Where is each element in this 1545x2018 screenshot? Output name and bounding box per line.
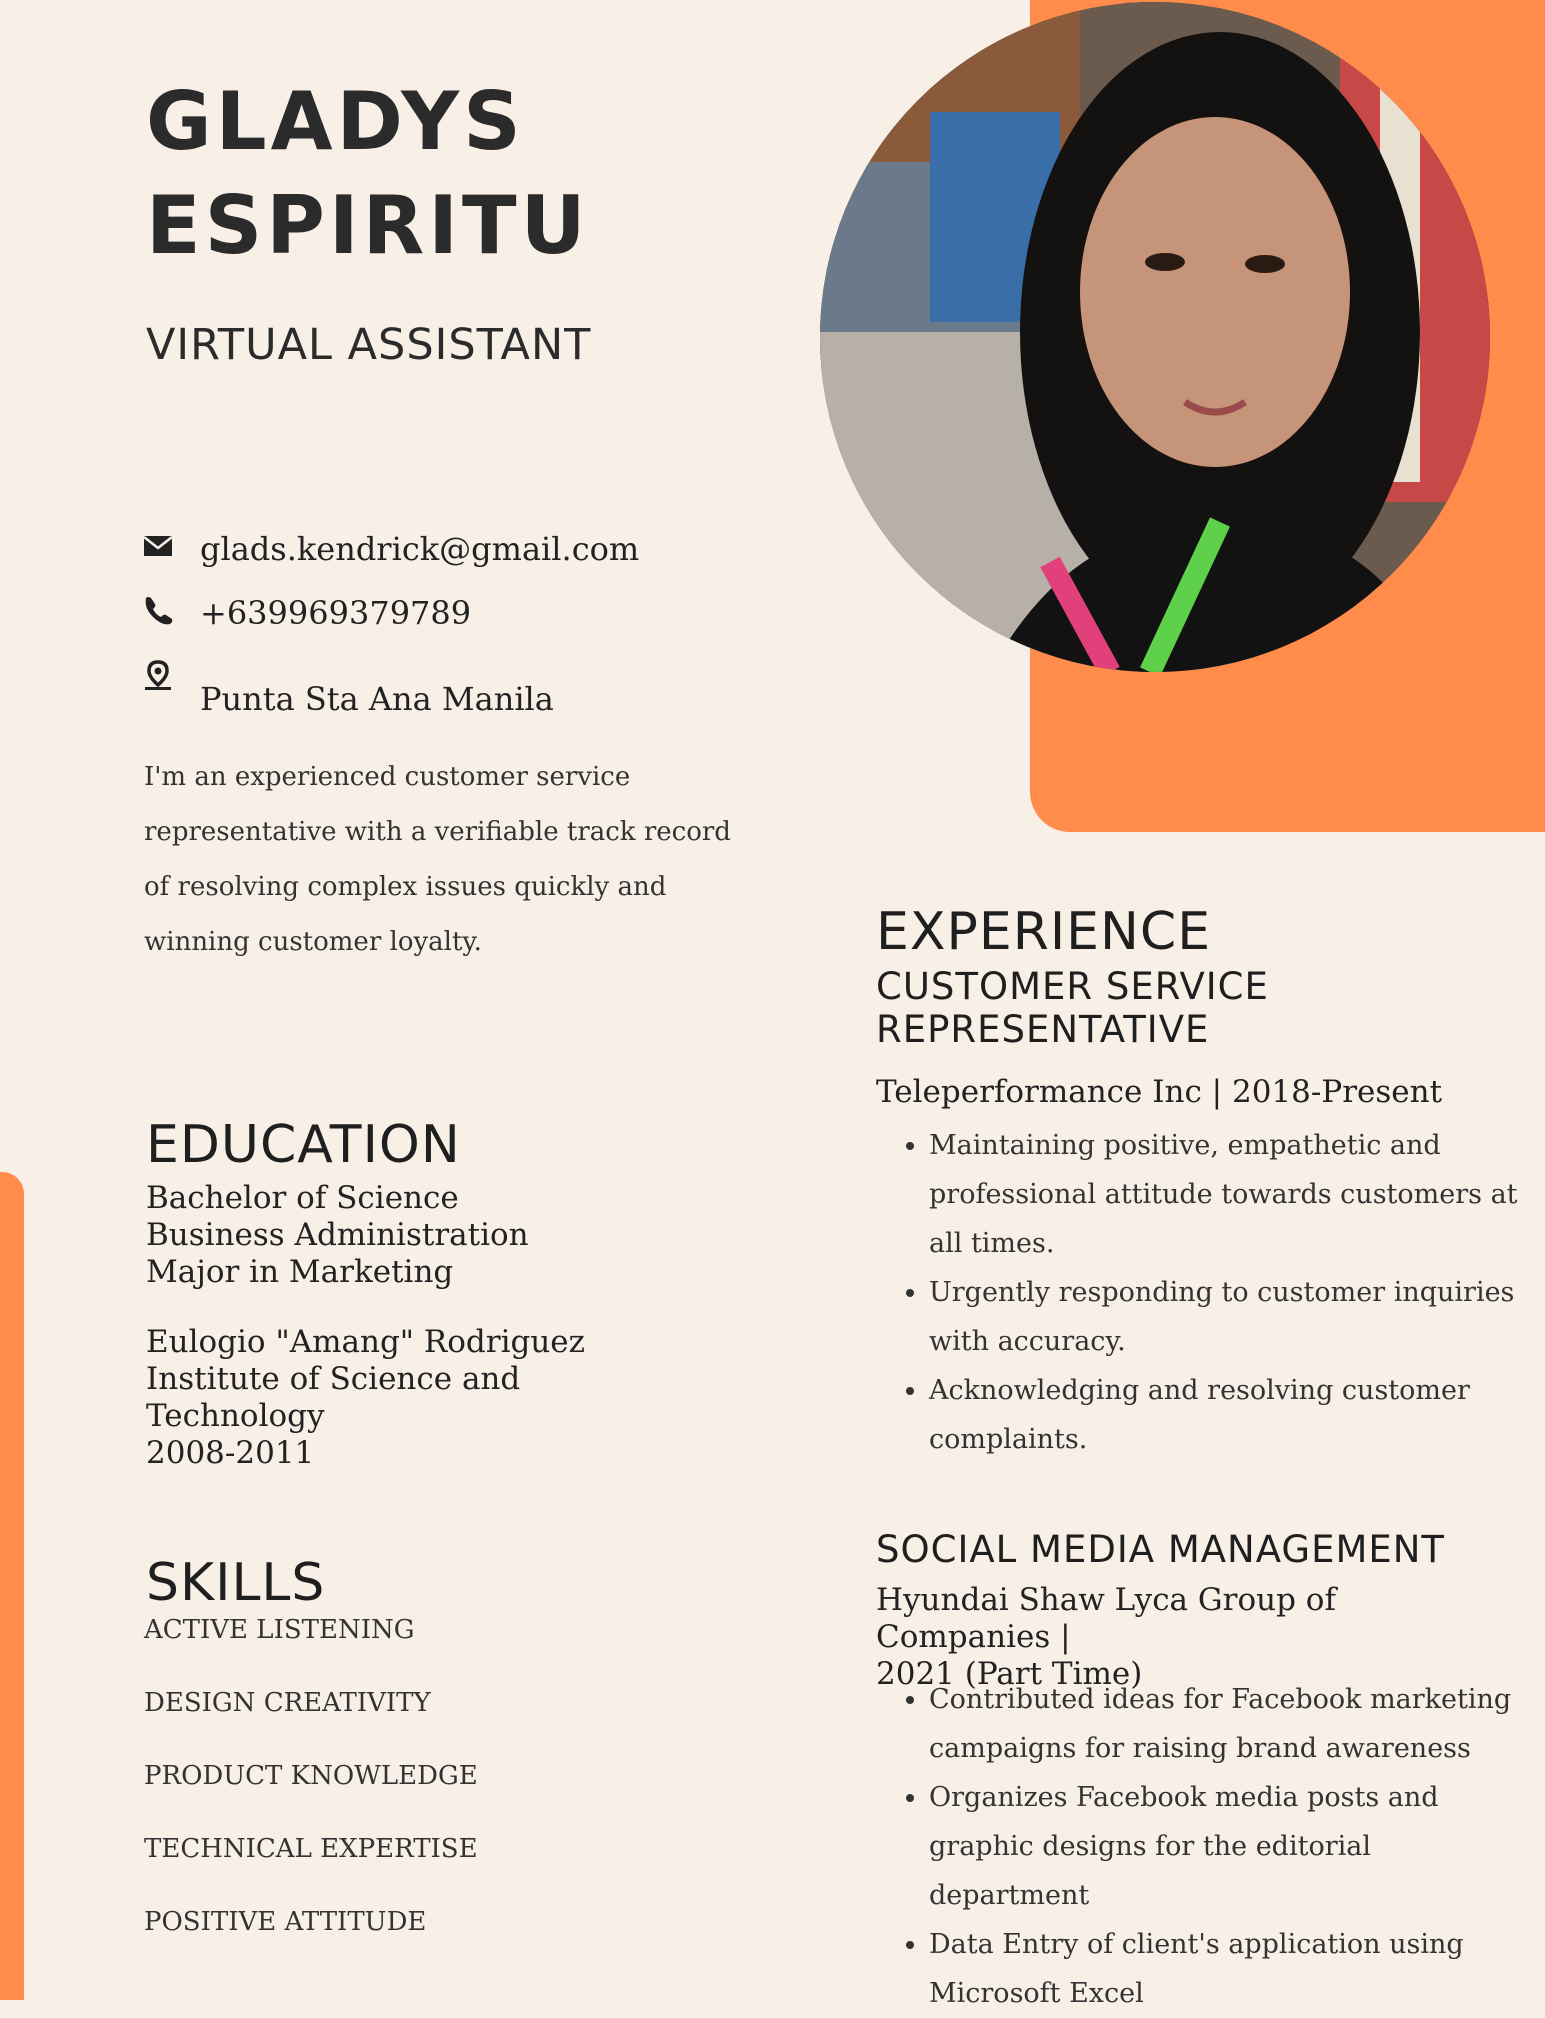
address-text: Punta Sta Ana Manila: [200, 680, 554, 718]
company-line: Hyundai Shaw Lyca Group of Companies |: [876, 1582, 1336, 1655]
job-bullet: • Data Entry of client's application using Microsoft Excel: [929, 1920, 1529, 2018]
school-years: 2008-2011: [146, 1435, 315, 1471]
education-heading: EDUCATION: [146, 1115, 461, 1175]
profile-photo: [820, 2, 1490, 672]
profile-summary: I'm an experienced customer service representative with a verifiable track record of resolving complex issues quickly and winning customer loyalty.: [144, 762, 731, 957]
job-bullet: • Contributed ideas for Facebook marketing campaigns for raising brand awareness: [929, 1675, 1529, 1773]
envelope-icon: [142, 530, 174, 562]
experience-heading: EXPERIENCE: [876, 902, 1212, 962]
name-last: ESPIRITU: [146, 179, 590, 272]
phone-number: +639969379789: [200, 594, 472, 632]
degree-line: Bachelor of Science: [146, 1180, 459, 1216]
education-degree: [146, 1180, 529, 1291]
job-bullet: • Urgently responding to customer inquiries with accuracy.: [929, 1268, 1529, 1366]
contact-address: [142, 660, 554, 718]
contact-phone: [142, 594, 471, 632]
skill-item: PRODUCT KNOWLEDGE: [144, 1761, 478, 1791]
contact-email: [142, 530, 639, 568]
company-line: 2021 (Part Time): [876, 1656, 1143, 1692]
skill-item: DESIGN CREATIVITY: [144, 1688, 431, 1718]
job-2-bullets: [876, 1675, 1529, 2018]
education-school: [146, 1324, 585, 1472]
school-line: Eulogio "Amang" Rodriguez: [146, 1324, 585, 1360]
job-bullet: • Organizes Facebook media posts and graphic designs for the editorial department: [929, 1773, 1529, 1920]
degree-line: Business Administration: [146, 1217, 529, 1253]
job-1-title: [876, 965, 1269, 1051]
skill-item: ACTIVE LISTENING: [144, 1615, 415, 1645]
job-bullet: • Acknowledging and resolving customer complaints.: [929, 1366, 1529, 1464]
job-title-line: CUSTOMER SERVICE: [876, 965, 1269, 1008]
degree-line: Major in Marketing: [146, 1254, 454, 1290]
job-2-title: SOCIAL MEDIA MANAGEMENT: [876, 1528, 1446, 1571]
job-1-bullets: [876, 1121, 1529, 1464]
skills-list: [144, 1615, 478, 1980]
candidate-name: [146, 70, 590, 278]
skills-heading: SKILLS: [146, 1553, 326, 1613]
job-1-company: Teleperformance Inc | 2018-Present: [876, 1074, 1443, 1110]
phone-icon: [142, 594, 174, 626]
name-first: GLADYS: [146, 75, 525, 168]
email-link[interactable]: glads.kendrick@gmail.com: [200, 530, 640, 568]
job-role: VIRTUAL ASSISTANT: [146, 320, 592, 370]
location-pin-icon: [142, 660, 174, 692]
job-bullet: • Maintaining positive, empathetic and professional attitude towards customers at all times.: [929, 1121, 1529, 1268]
skill-item: TECHNICAL EXPERTISE: [144, 1834, 478, 1864]
skill-item: POSITIVE ATTITUDE: [144, 1907, 427, 1937]
job-title-line: REPRESENTATIVE: [876, 1008, 1210, 1051]
school-line: Technology: [146, 1398, 325, 1434]
accent-shape-left-edge: [0, 1172, 24, 2000]
school-line: Institute of Science and: [146, 1361, 521, 1397]
